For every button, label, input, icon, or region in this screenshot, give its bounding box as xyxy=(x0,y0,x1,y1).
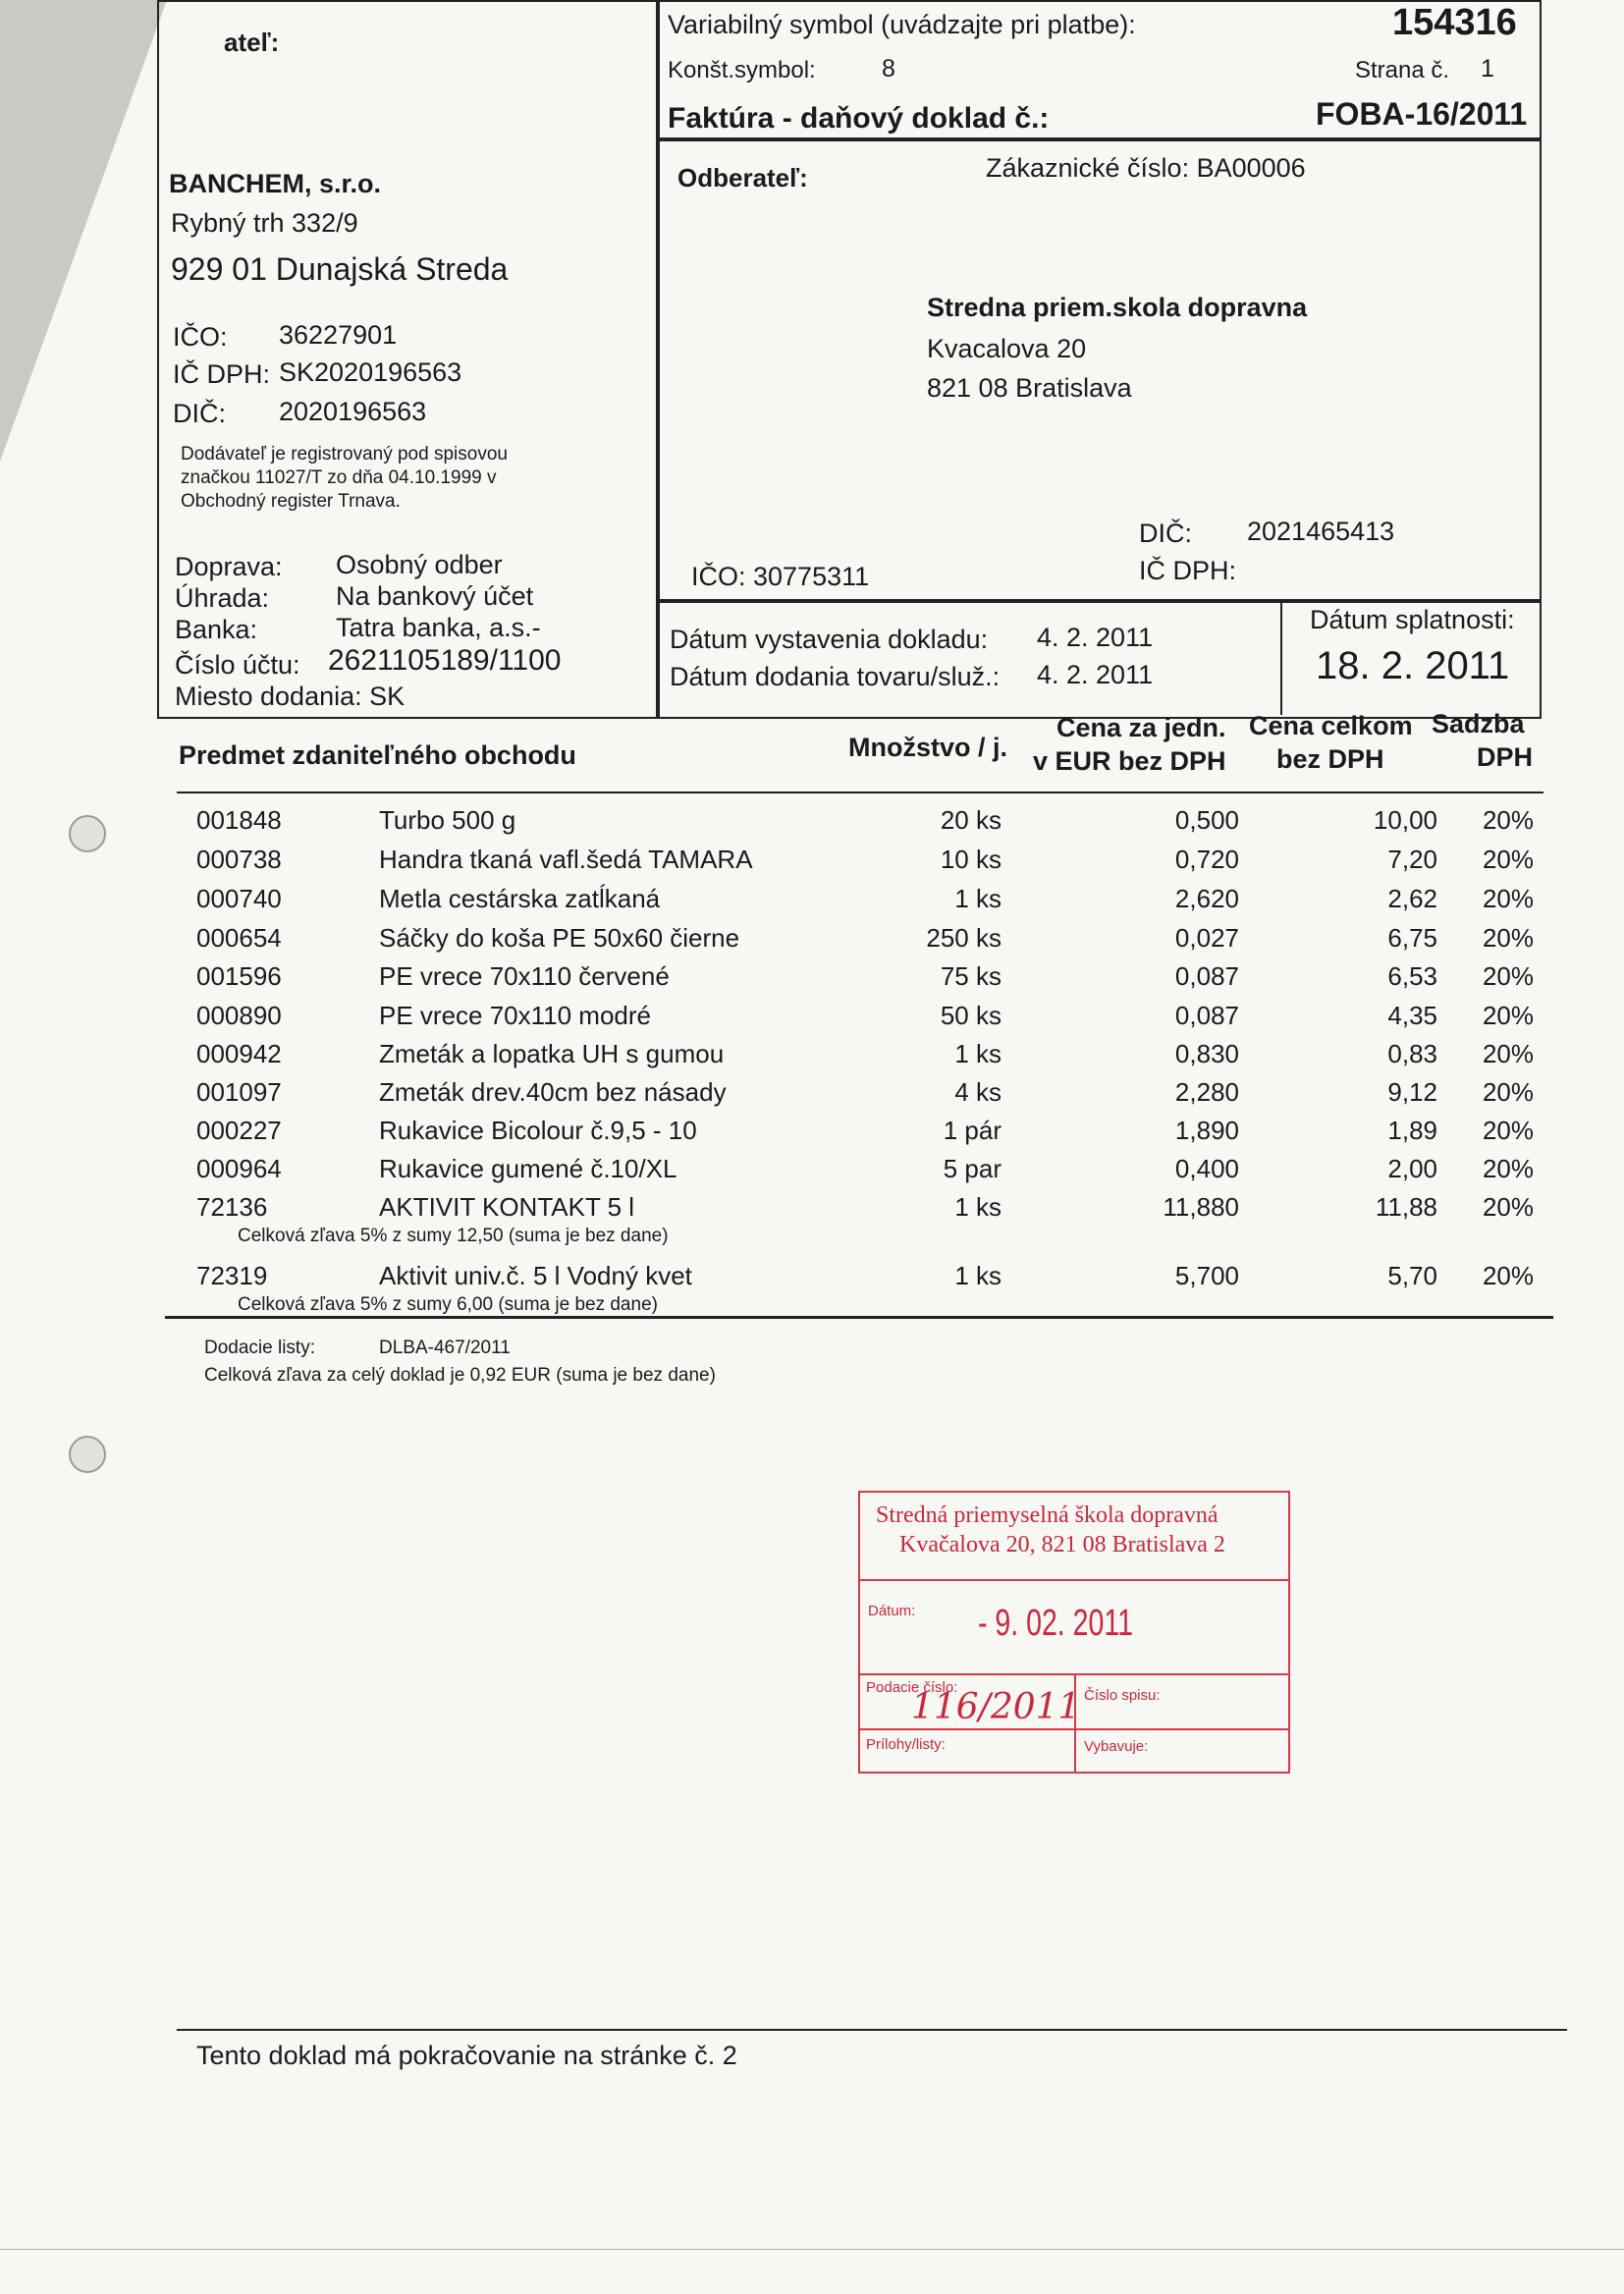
customer-name: Stredna priem.skola dopravna xyxy=(927,293,1308,322)
item-qty: 10 ks xyxy=(940,845,1001,874)
table-footer-rule xyxy=(165,1316,1553,1319)
col-header-unit-1: Cena za jedn. xyxy=(1056,713,1226,742)
item-code: 001097 xyxy=(196,1077,282,1107)
stamp-datum: - 9. 02. 2011 xyxy=(978,1603,1133,1644)
item-unit-price: 11,880 xyxy=(1163,1192,1239,1222)
item-unit-price: 0,720 xyxy=(1174,845,1239,874)
item-qty: 20 ks xyxy=(940,805,1001,835)
item-code: 000890 xyxy=(196,1001,282,1030)
item-vat-rate: 20% xyxy=(1482,923,1534,953)
supplier-register-3: Obchodný register Trnava. xyxy=(181,491,401,512)
stamp-line-2: Kvačalova 20, 821 08 Bratislava 2 xyxy=(899,1532,1225,1557)
item-qty: 5 par xyxy=(943,1154,1001,1183)
item-vat-rate: 20% xyxy=(1482,1001,1534,1030)
supplier-register-2: značkou 11027/T zo dňa 04.10.1999 v xyxy=(181,467,497,488)
item-name: Sáčky do koša PE 50x60 čierne xyxy=(379,923,740,953)
banka-value: Tatra banka, a.s.- xyxy=(336,613,541,642)
stamp-line-1: Stredná priemyselná škola dopravná xyxy=(876,1502,1218,1528)
item-vat-rate: 20% xyxy=(1482,805,1534,835)
item-total: 1,89 xyxy=(1387,1116,1437,1145)
item-total: 10,00 xyxy=(1373,805,1437,835)
supplier-label: ateľ: xyxy=(224,27,280,57)
stamp-podacie-label: Podacie číslo: xyxy=(866,1679,958,1696)
col-header-total-2: bez DPH xyxy=(1276,744,1384,774)
page-label: Strana č. xyxy=(1355,57,1450,83)
item-vat-rate: 20% xyxy=(1482,1154,1534,1183)
scan-shadow xyxy=(0,0,167,462)
table-row xyxy=(0,1001,1624,1040)
item-vat-rate: 20% xyxy=(1482,1077,1534,1107)
item-name: Zmeták a lopatka UH s gumou xyxy=(379,1039,725,1068)
doprava-value: Osobný odber xyxy=(336,550,503,579)
item-unit-price: 0,027 xyxy=(1174,923,1239,953)
stamp-spis-label: Číslo spisu: xyxy=(1084,1687,1161,1704)
supplier-icdph: SK2020196563 xyxy=(279,357,462,387)
stamp-vybavuje-label: Vybavuje: xyxy=(1084,1738,1149,1755)
table-row xyxy=(0,845,1624,884)
col-header-unit-2: v EUR bez DPH xyxy=(1033,746,1226,776)
dates-divider xyxy=(1280,601,1282,715)
supplier-dic-label: DIČ: xyxy=(173,399,226,428)
discount-note-2: Celková zľava 5% z sumy 6,00 (suma je bez dane) xyxy=(238,1294,658,1315)
stamp-datum-label: Dátum: xyxy=(868,1603,916,1619)
item-code: 000738 xyxy=(196,845,282,874)
stamp-rule-1 xyxy=(860,1579,1288,1581)
item-name: Turbo 500 g xyxy=(379,805,516,835)
supplier-icdph-label: IČ DPH: xyxy=(173,359,271,389)
customer-icdph-label: IČ DPH: xyxy=(1139,556,1237,585)
table-header-rule xyxy=(177,792,1543,793)
item-name: PE vrece 70x110 modré xyxy=(379,1001,651,1030)
col-header-subject: Predmet zdaniteľného obchodu xyxy=(179,740,576,770)
item-qty: 1 pár xyxy=(943,1116,1001,1145)
table-row xyxy=(0,1154,1624,1193)
item-code: 72136 xyxy=(196,1192,268,1222)
item-total: 0,83 xyxy=(1387,1039,1437,1068)
total-discount-note: Celková zľava za celý doklad je 0,92 EUR (suma je bez dane) xyxy=(204,1365,716,1386)
item-unit-price: 0,830 xyxy=(1174,1039,1239,1068)
item-vat-rate: 20% xyxy=(1482,884,1534,913)
customer-dic: 2021465413 xyxy=(1247,517,1395,546)
item-code: 000227 xyxy=(196,1116,282,1145)
delivery-value: 4. 2. 2011 xyxy=(1037,660,1154,689)
supplier-register-1: Dodávateľ je registrovaný pod spisovou xyxy=(181,444,508,464)
item-qty: 1 ks xyxy=(954,1261,1001,1290)
vs-label: Variabilný symbol (uvádzajte pri platbe): xyxy=(668,10,1136,39)
item-qty: 75 ks xyxy=(940,961,1001,991)
item-total: 2,62 xyxy=(1387,884,1437,913)
supplier-ico-label: IČO: xyxy=(173,322,228,352)
customer-ico: IČO: 30775311 xyxy=(691,562,870,591)
item-name: Aktivit univ.č. 5 l Vodný kvet xyxy=(379,1261,692,1290)
item-total: 6,53 xyxy=(1387,961,1437,991)
ks-value: 8 xyxy=(882,55,895,82)
item-qty: 250 ks xyxy=(926,923,1001,953)
table-row xyxy=(0,1039,1624,1078)
delivery-label: Dátum dodania tovaru/služ.: xyxy=(670,662,1001,691)
item-code: 000942 xyxy=(196,1039,282,1068)
supplier-dic: 2020196563 xyxy=(279,397,427,426)
item-unit-price: 1,890 xyxy=(1174,1116,1239,1145)
due-value: 18. 2. 2011 xyxy=(1316,644,1510,687)
col-header-rate-1: Sadzba xyxy=(1432,709,1525,738)
item-total: 2,00 xyxy=(1387,1154,1437,1183)
customer-dic-label: DIČ: xyxy=(1139,519,1192,548)
table-row xyxy=(0,923,1624,962)
customer-city: 821 08 Bratislava xyxy=(927,373,1132,403)
registry-stamp xyxy=(858,1491,1290,1774)
item-code: 000964 xyxy=(196,1154,282,1183)
table-row xyxy=(0,884,1624,923)
delivery-notes-label: Dodacie listy: xyxy=(204,1338,315,1358)
table-row xyxy=(0,961,1624,1001)
item-name: Rukavice gumené č.10/XL xyxy=(379,1154,677,1183)
item-unit-price: 0,087 xyxy=(1174,1001,1239,1030)
customer-number: Zákaznické číslo: BA00006 xyxy=(986,153,1306,183)
supplier-ico: 36227901 xyxy=(279,320,398,350)
item-name: Metla cestárska zatĺkaná xyxy=(379,884,661,913)
uhrada-value: Na bankový účet xyxy=(336,581,534,611)
ucet-label: Číslo účtu: xyxy=(175,650,300,680)
page-number: 1 xyxy=(1481,55,1494,82)
customer-box xyxy=(656,137,1542,603)
invoice-title: Faktúra - daňový doklad č.: xyxy=(668,102,1050,135)
issued-value: 4. 2. 2011 xyxy=(1037,623,1154,652)
vs-value: 154316 xyxy=(1392,2,1517,43)
item-total: 5,70 xyxy=(1387,1261,1437,1290)
item-qty: 1 ks xyxy=(954,1039,1001,1068)
item-name: AKTIVIT KONTAKT 5 l xyxy=(379,1192,635,1222)
table-row xyxy=(0,1077,1624,1117)
item-code: 000654 xyxy=(196,923,282,953)
item-name: Rukavice Bicolour č.9,5 - 10 xyxy=(379,1116,697,1145)
col-header-total-1: Cena celkom xyxy=(1249,711,1413,740)
supplier-city: 929 01 Dunajská Streda xyxy=(171,251,509,287)
item-unit-price: 5,700 xyxy=(1174,1261,1239,1290)
item-code: 001596 xyxy=(196,961,282,991)
supplier-street: Rybný trh 332/9 xyxy=(171,208,358,238)
customer-label: Odberateľ: xyxy=(677,163,808,192)
item-name: Zmeták drev.40cm bez násady xyxy=(379,1077,727,1107)
ks-label: Konšt.symbol: xyxy=(668,57,816,83)
item-code: 72319 xyxy=(196,1261,268,1290)
banka-label: Banka: xyxy=(175,615,258,644)
item-qty: 1 ks xyxy=(954,884,1001,913)
item-unit-price: 2,620 xyxy=(1174,884,1239,913)
discount-note-1: Celková zľava 5% z sumy 12,50 (suma je bez dane) xyxy=(238,1226,669,1246)
item-total: 6,75 xyxy=(1387,923,1437,953)
item-unit-price: 0,500 xyxy=(1174,805,1239,835)
invoice-number: FOBA-16/2011 xyxy=(1316,96,1528,132)
item-total: 4,35 xyxy=(1387,1001,1437,1030)
col-header-qty: Množstvo / j. xyxy=(848,733,1007,762)
item-total: 7,20 xyxy=(1387,845,1437,874)
item-unit-price: 0,087 xyxy=(1174,961,1239,991)
item-vat-rate: 20% xyxy=(1482,845,1534,874)
item-qty: 50 ks xyxy=(940,1001,1001,1030)
item-qty: 4 ks xyxy=(954,1077,1001,1107)
item-total: 11,88 xyxy=(1375,1192,1437,1222)
col-header-rate-2: DPH xyxy=(1477,742,1534,772)
item-code: 000740 xyxy=(196,884,282,913)
item-qty: 1 ks xyxy=(954,1192,1001,1222)
item-vat-rate: 20% xyxy=(1482,1116,1534,1145)
item-total: 9,12 xyxy=(1387,1077,1437,1107)
item-vat-rate: 20% xyxy=(1482,961,1534,991)
item-vat-rate: 20% xyxy=(1482,1192,1534,1222)
stamp-podacie-handwritten: 116/2011 xyxy=(911,1687,1081,1727)
item-vat-rate: 20% xyxy=(1482,1039,1534,1068)
issued-label: Dátum vystavenia dokladu: xyxy=(670,625,989,654)
item-unit-price: 2,280 xyxy=(1174,1077,1239,1107)
continuation-note: Tento doklad má pokračovanie na stránke č. 2 xyxy=(196,2041,737,2070)
miesto-dodania: Miesto dodania: SK xyxy=(175,682,406,711)
uhrada-label: Úhrada: xyxy=(175,583,270,613)
table-row xyxy=(0,805,1624,845)
punch-hole-bottom xyxy=(69,1436,106,1473)
doprava-label: Doprava: xyxy=(175,552,283,581)
ucet-value: 2621105189/1100 xyxy=(328,644,562,677)
item-name: PE vrece 70x110 červené xyxy=(379,961,670,991)
bottom-scan-rule xyxy=(0,2249,1624,2250)
supplier-name: BANCHEM, s.r.o. xyxy=(169,169,382,198)
item-vat-rate: 20% xyxy=(1482,1261,1534,1290)
item-unit-price: 0,400 xyxy=(1174,1154,1239,1183)
continuation-rule xyxy=(177,2029,1567,2031)
due-label: Dátum splatnosti: xyxy=(1310,605,1515,634)
delivery-notes-value: DLBA-467/2011 xyxy=(379,1338,511,1358)
stamp-prilohy-label: Prílohy/listy: xyxy=(866,1736,946,1753)
table-row xyxy=(0,1116,1624,1155)
item-code: 001848 xyxy=(196,805,282,835)
item-name: Handra tkaná vafl.šedá TAMARA xyxy=(379,845,753,874)
customer-street: Kvacalova 20 xyxy=(927,334,1087,363)
